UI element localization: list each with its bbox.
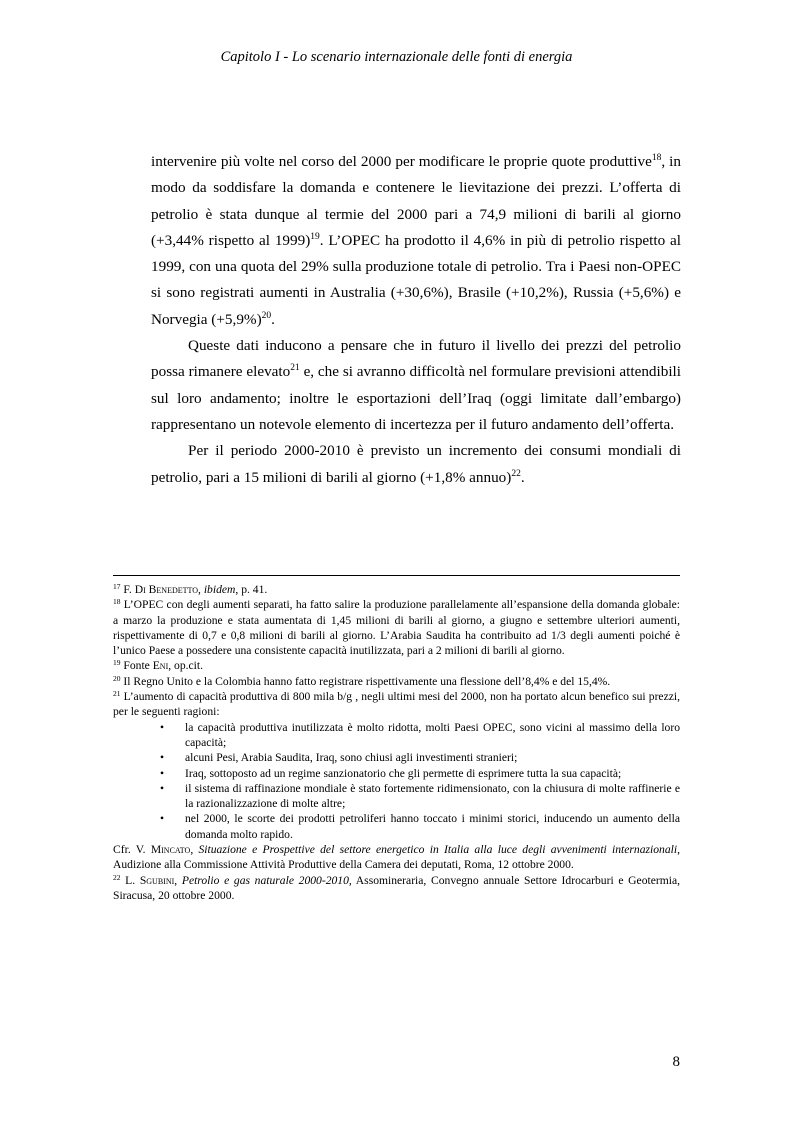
footnote-ref-19[interactable]: 19: [310, 231, 320, 242]
paragraph-3: Per il periodo 2000-2010 è previsto un incremento dei consumi mondiali di petrolio, pari a 15 milioni di barili al giorno (+1,8% annuo)$^{22}$.: [151, 442, 681, 486]
footnote-17: $^{17}$ F. Di Benedetto, ibidem, p. 41.: [113, 582, 268, 596]
footnote-22: $^{22}$ L. Sgubini, Petrolio e gas naturale 2000-2010, Assomineraria, Convegno annuale Settore Idrocarburi e Geotermia, Siracusa, 20 ottobre 2000.: [113, 872, 681, 902]
footnote-21-citation: Cfr. V. Mincato, Situazione e Prospettive del settore energetico in Italia alla luce degli avvenimenti internazionali, Audizione alla Commissione Attività Produttive della Camera dei deputati, Roma, 12 ottobre 2000.: [113, 843, 680, 872]
paragraph-2: Queste dati inducono a pensare che in futuro il livello dei prezzi del petrolio possa rimanere elevato$^{21}$ e, che si avranno difficoltà nel formulare previsioni attendibili sul loro andamento; inoltre le esportazioni dell’Iraq (oggi limitate dall’embargo) rappresentano un notevole elemento di incertezza per il futuro andamento dell’offerta.: [151, 337, 681, 433]
list-item: • Iraq, sottoposto ad un regime sanzionatorio che gli permette di esprimere tutta la sua capacità;: [160, 766, 622, 780]
footnote-ref-22[interactable]: 22: [511, 468, 521, 479]
bullet-icon: •: [160, 812, 165, 826]
footnote-ref-18[interactable]: 18: [651, 153, 662, 163]
list-item: • la capacità produttiva inutilizzata è molto ridotta, molti Paesi OPEC, sono vicini al massimo della loro capacità;: [160, 720, 680, 749]
bullet-icon: •: [160, 751, 165, 765]
footnote-21-bullet-list: [113, 720, 680, 842]
footnote-separator: [113, 575, 680, 576]
footnotes: [113, 582, 680, 903]
footnote-20: $^{20}$ Il Regno Unito e la Colombia hanno fatto registrare rispettivamente una flessione dell’8,4% e del 15,4%.: [113, 673, 611, 688]
bullet-icon: •: [160, 766, 165, 780]
footnote-ref-21[interactable]: 21: [290, 363, 300, 374]
list-item: • alcuni Pesi, Arabia Saudita, Iraq, sono chiusi agli investimenti stranieri;: [160, 751, 518, 765]
paragraph-1: intervenire più volte nel corso del 2000 per modificare le proprie quote produttive$^{18}$, in modo da soddisfare la domanda e contenere le lievitazione dei prezzi. L’offerta di petrolio è stata dunque al termie del 2000 pari a 74,9 milioni di barili al giorno (+3,44% rispetto al 1999)$^{19}$. L’OPEC ha prodotto il 4,6% in più di petrolio rispetto al 1999, con una quota del 29% sulla produzione totale di petrolio. Tra i Paesi non-OPEC si sono registrati aumenti in Australia (+30,6%), Brasile (+10,2%), Russia (+5,6%) e Norvegia $(+5,9\%)^{20}$.: [151, 153, 681, 328]
page-number: 8: [672, 1054, 680, 1070]
footnote-ref-20[interactable]: 20: [261, 310, 272, 321]
body-text: [151, 149, 681, 491]
list-item: • nel 2000, le scorte dei prodotti petroliferi hanno toccato i minimi storici, inducendo un aumento della domanda molto rapido.: [160, 812, 680, 841]
footnote-21: $^{21}$ L’aumento di capacità produttiva di 800 mila b/g , negli ultimi mesi del 2000, non ha portato alcun benefico sui prezzi, per le seguenti ragioni:: [113, 689, 680, 719]
footnote-19: $^{19}$ Fonte Eni, op.cit.: [113, 658, 204, 673]
bullet-icon: •: [160, 720, 165, 734]
bullet-icon: •: [160, 781, 165, 795]
list-item: • il sistema di raffinazione mondiale è stato fortemente ridimensionato, con la chiusura di molte raffinerie e la razionalizzazione di molte altre;: [160, 781, 680, 811]
running-header: Capitolo I - Lo scenario internazionale delle fonti di energia: [220, 49, 573, 65]
footnote-18: $^{18}$ L’OPEC con degli aumenti separati, ha fatto salire la produzione parallelamente all’espansione della domanda globale: a marzo la produzione e stata aumentata di 1,45 milioni di barili al giorno, a giugno e settembre ulteriori aumenti, rispettivamente di 0,7 e 0,8 milioni di barili al giorno. L’Arabia Saudita ha contribuito ad 1/3 degli aumenti poiché è l’unico Paese a possedere una consistente capacità inutilizzata, pari a 2 milioni di barili al giorno.: [113, 597, 680, 658]
